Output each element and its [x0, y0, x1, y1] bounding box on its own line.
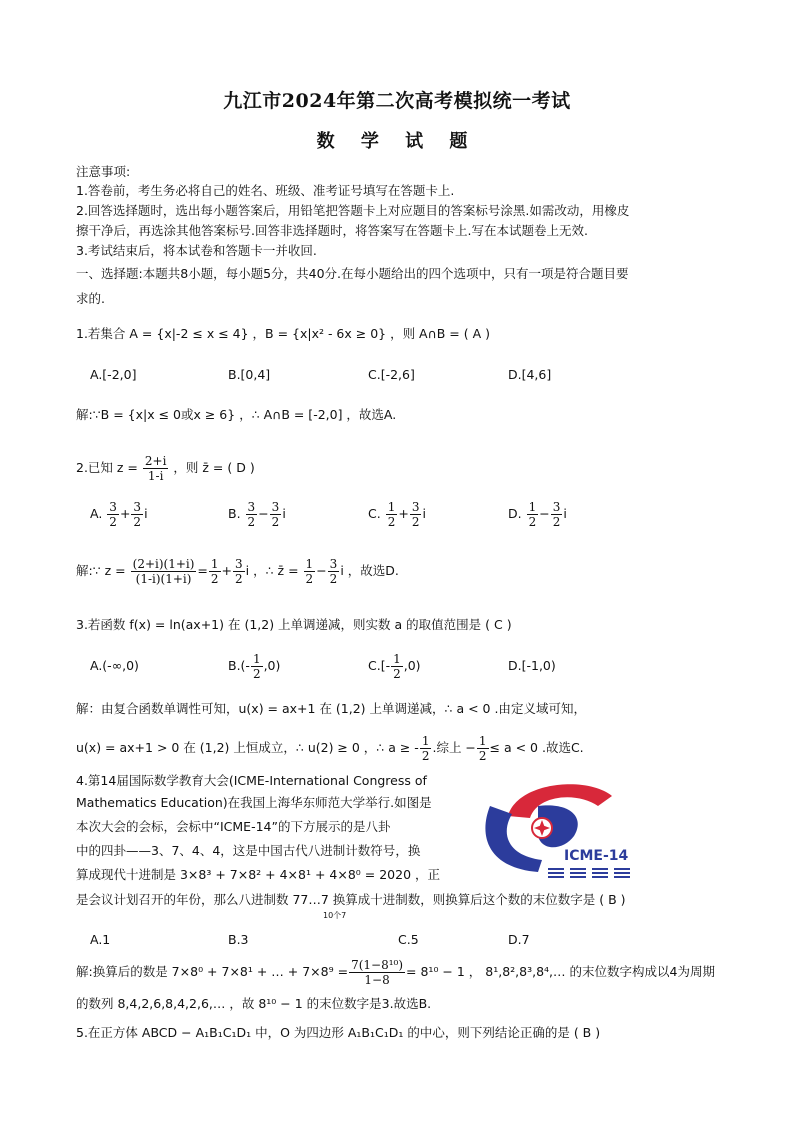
q4-option-b: B.3: [228, 932, 249, 947]
q4-option-c: C.5: [398, 932, 419, 947]
q2-option-b: [228, 500, 286, 529]
notice-item-3: 3.考试结束后，将本试卷和答题卡一并收回.: [76, 243, 317, 258]
q2-d-n2: 3: [552, 500, 561, 514]
q3-sol2-d2: 2: [478, 749, 487, 763]
q2-a-d2: 2: [133, 515, 142, 529]
q2-sol-den: (1-i)(1+i): [135, 572, 192, 586]
q2-b-label: B.: [228, 506, 241, 521]
q4-solution-2: 的数列 8,4,2,6,8,4,2,6,… ，故 8¹⁰ − 1 的末位数字是3.故选B.: [76, 996, 432, 1011]
q2-sol-plus: +: [221, 563, 233, 578]
q2-sol-dn: 3: [329, 557, 338, 571]
q4-sol1-pre: 解:换算后的数是 7×8⁰ + 7×8¹ + … + 7×8⁹ =: [76, 964, 349, 979]
q2-b-d2: 2: [271, 515, 280, 529]
q2-b-sign: −: [258, 506, 269, 521]
q2-d-label: D.: [508, 506, 522, 521]
q2-stem-den: 1-i: [147, 469, 164, 483]
q2-b-n2: 3: [271, 500, 280, 514]
q3-b-n: 1: [252, 652, 261, 666]
icme-logo: [478, 776, 642, 886]
q3-c-n: 1: [393, 652, 401, 666]
q5-stem: 5.在正方体 ABCD − A₁B₁C₁D₁ 中，O 为四边形 A₁B₁C₁D₁ 的中心，则下列结论正确的是 ( B ): [76, 1025, 601, 1040]
q4-line-3: 本次大会的会标，会标中“ICME-14”的下方展示的是八卦: [76, 819, 391, 834]
q3-option-b: [228, 648, 280, 684]
q2-d-frac1: [527, 500, 539, 529]
q3-stem: 3.若函数 f(x) = ln(ax+1) 在 (1,2) 上单调递减，则实数 a 的取值范围是 ( C ): [76, 617, 512, 632]
logo-text: ICME-14: [564, 848, 629, 864]
q4-sol1-n: 7(1−8¹⁰): [351, 958, 404, 972]
q1-option-c: C.[-2,6]: [368, 367, 415, 382]
q2-c-frac2: [410, 500, 422, 529]
q2-d-n1: 1: [528, 500, 537, 514]
q4-option-d: D.7: [508, 932, 530, 947]
q4-line-1: 4.第14届国际数学教育大会(ICME-International Congress of: [76, 773, 427, 788]
q2-d-frac2: [551, 500, 563, 529]
q2-b-frac1: [246, 500, 258, 529]
q3-solution-1: 解：由复合函数单调性可知，u(x) = ax+1 在 (1,2) 上单调递减，∴ a < 0 .由定义域可知，: [76, 701, 586, 716]
q2-option-a: [90, 500, 148, 529]
q2-b-tail: i: [282, 506, 286, 521]
q2-stem-pre: 2.已知 z =: [76, 460, 138, 475]
q2-c-tail: i: [422, 506, 426, 521]
q2-c-label: C.: [368, 506, 381, 521]
q2-sol-num: (2+i)(1+i): [132, 557, 195, 571]
q3-b-d: 2: [252, 667, 261, 681]
notice-item-2: 2.回答选择题时，选出每小题答案后，用铅笔把答题卡上对应题目的答案标号涂黑.如需改动，用橡皮: [76, 203, 630, 218]
q3-option-a: A.(-∞,0): [90, 658, 139, 673]
q3-option-c: [368, 648, 421, 684]
q3-sol2-pre: u(x) = ax+1 > 0 在 (1,2) 上恒成立，∴ u(2) ≥ 0 ，∴ a ≥ -: [76, 740, 419, 755]
q2-a-frac1: [107, 500, 119, 529]
q2-d-d1: 2: [528, 515, 537, 529]
q4-sol1-d: 1−8: [364, 973, 390, 987]
notice-heading: 注意事项:: [76, 164, 131, 179]
q2-a-d1: 2: [109, 515, 117, 529]
q2-stem-num: 2+i: [144, 454, 167, 468]
q2-a-n2: 3: [133, 500, 142, 514]
q4-option-a: A.1: [90, 932, 111, 947]
section-heading-cont: 求的.: [76, 291, 105, 306]
q4-line-6: [76, 891, 626, 909]
q4-line-6-text: 是会议计划召开的年份，那么八进制数 77…7 换算成十进制数，则换算后这个数的末位数字是 ( B ): [76, 892, 626, 907]
q3-c-frac: [391, 652, 403, 681]
q2-c-frac1: [386, 500, 398, 529]
q4-line-5: 算成现代十进制是 3×8³ + 7×8² + 4×8¹ + 4×8⁰ = 2020 ，正: [76, 867, 441, 882]
q2-a-frac2: [131, 500, 143, 529]
q3-c-d: 2: [393, 667, 401, 681]
q2-c-n2: 3: [411, 500, 420, 514]
q3-solution-2: [76, 730, 584, 766]
q1-stem: 1.若集合 A = {x|-2 ≤ x ≤ 4} ，B = {x|x² - 6x ≥ 0} ，则 A∩B = ( A ): [76, 326, 491, 341]
q3-b-pre: B.(-: [228, 658, 250, 673]
q3-sol2-n1: 1: [421, 734, 430, 748]
q3-sol2-frac2: [477, 734, 489, 763]
q1-option-b: B.[0,4]: [228, 367, 271, 382]
q3-b-frac: [251, 652, 263, 681]
notice-item-2-cont: 擦干净后，再选涂其他答案标号.回答非选择题时，将答案写在答题卡上.写在本试题卷上无效.: [76, 223, 588, 238]
q2-d-d2: 2: [552, 515, 561, 529]
q4-sol1-frac: [349, 958, 405, 987]
q2-a-n1: 3: [109, 500, 117, 514]
q2-c-d2: 2: [411, 515, 420, 529]
q1-option-a: A.[-2,0]: [90, 367, 137, 382]
q2-sol-frac-b: [233, 557, 245, 586]
q2-d-sign: −: [539, 506, 550, 521]
q2-option-d: [508, 500, 567, 529]
q2-sol-frac-a: [209, 557, 221, 586]
q3-option-d: D.[-1,0): [508, 658, 556, 673]
q4-line-4: 中的四卦——3、7、4、4，这是中国古代八进制计数符号，换: [76, 843, 421, 858]
q3-c-post: ,0): [403, 658, 421, 673]
section-heading: 一、选择题:本题共8小题，每小题5分，共40分.在每小题给出的四个选项中，只有一项是符合题目要: [76, 266, 629, 281]
q4-underbrace-label: 10个7: [323, 911, 347, 920]
q3-c-pre: C.[-: [368, 658, 391, 673]
notice-item-1: 1.答卷前，考生务必将自己的姓名、班级、准考证号填写在答题卡上.: [76, 183, 455, 198]
q4-solution-1: [76, 954, 715, 990]
q2-sol-end: i ，故选D.: [340, 563, 399, 578]
q2-sol-bn: 3: [235, 557, 243, 571]
q3-sol2-d1: 2: [421, 749, 430, 763]
exam-subtitle: 数 学 试 题: [316, 131, 478, 152]
q2-sol-cd: 2: [305, 572, 314, 586]
q2-c-sign: +: [398, 506, 409, 521]
q2-stem-post: ，则 z̄ = ( D ): [173, 460, 255, 475]
q2-sol-an: 1: [210, 557, 219, 571]
q2-c-n1: 1: [387, 500, 396, 514]
q2-b-frac2: [270, 500, 282, 529]
q2-sol-bd: 2: [235, 572, 243, 586]
q2-sol-frac-d: [328, 557, 340, 586]
q3-sol2-end: ≤ a < 0 .故选C.: [489, 740, 584, 755]
q2-a-label: A.: [90, 506, 103, 521]
q2-sol-mid: i ，∴ z̄ =: [245, 563, 299, 578]
q2-option-c: [368, 500, 426, 529]
q2-sol-minus: −: [316, 563, 327, 578]
q4-line-2: Mathematics Education)在我国上海华东师范大学举行.如图是: [76, 795, 432, 810]
q3-sol2-frac1: [420, 734, 432, 763]
q2-stem-fraction: [143, 454, 169, 483]
q4-sol1-post: = 8¹⁰ − 1 ， 8¹,8²,8³,8⁴,… 的末位数字构成以4为周期: [406, 964, 715, 979]
q2-a-sign: +: [119, 506, 131, 521]
q3-sol2-n2: 1: [478, 734, 487, 748]
exam-title: 九江市2024年第二次高考模拟统一考试: [223, 90, 571, 112]
q3-sol2-mid: .综上 −: [432, 740, 476, 755]
q2-sol-cn: 1: [305, 557, 314, 571]
q2-stem: [76, 450, 255, 486]
q1-solution: 解:∵B = {x|x ≤ 0或x ≥ 6} ，∴ A∩B = [-2,0] ，故选A.: [76, 407, 397, 422]
q2-sol-ad: 2: [210, 572, 219, 586]
q2-sol-frac-main: [131, 557, 197, 586]
q2-a-tail: i: [144, 506, 148, 521]
trigram-icons: [548, 868, 630, 878]
q2-sol-frac-c: [304, 557, 316, 586]
q2-sol-eq: =: [197, 563, 208, 578]
q2-d-tail: i: [563, 506, 567, 521]
q2-b-n1: 3: [247, 500, 256, 514]
q3-b-post: ,0): [263, 658, 281, 673]
q2-sol-pre: 解:∵ z =: [76, 563, 126, 578]
q2-solution: [76, 553, 399, 589]
q2-sol-dd: 2: [329, 572, 338, 586]
q2-b-d1: 2: [247, 515, 256, 529]
q2-c-d1: 2: [387, 515, 396, 529]
q1-option-d: D.[4,6]: [508, 367, 552, 382]
